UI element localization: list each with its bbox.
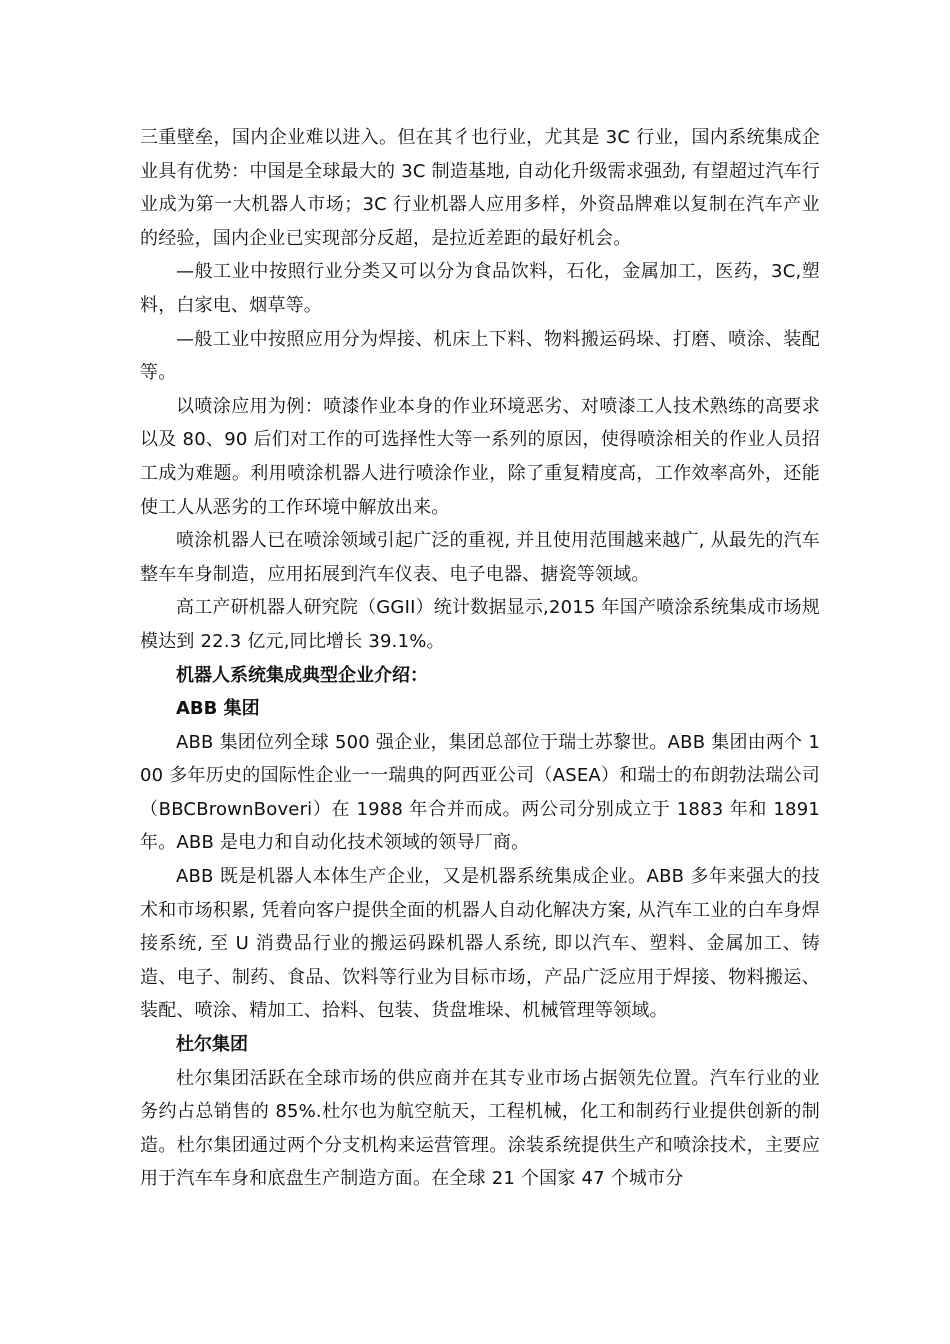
- abb-heading: ABB 集团: [176, 698, 260, 720]
- section-heading: 机器人系统集成典型企业介绍：: [176, 664, 428, 686]
- paragraph-spraying-robots: 喷涂机器人已在喷涂领域引起广泛的重视, 并且使用范围越来越广, 从最先的汽车整车车身制造，应用拓展到汽车仪表、电子电器、搪瓷等领域。: [140, 530, 820, 585]
- paragraph-ggii-statistics: 高工产研机器人研究院（GGII）统计数据显示,2015 年国产喷涂系统集成市场规模达到 22.3 亿元,同比增长 39.1%。: [140, 597, 820, 652]
- paragraph-3c-advantage: 三重壁垒，国内企业难以进入。但在其彳也行业，尤其是 3C 行业，国内系统集成企业具有优势：中国是全球最大的 3C 制造基地, 自动化升级需求强劲, 有望超过汽车行业成为第一大机器人市场；3C 行业机器人应用多样，外资品牌难以复制在汽车产业的经验，国内企业已实现部分反超，是拉近差距的最好机会。: [140, 127, 820, 249]
- paragraph-industry-categories: —般工业中按照行业分类又可以分为食品饮料，石化，金属加工，医药，3C,塑料，白家电、烟草等。: [140, 261, 820, 316]
- durr-heading: 杜尔集团: [176, 1034, 248, 1056]
- document-page: [140, 121, 820, 1196]
- paragraph-durr-intro: 杜尔集团活跃在全球市场的供应商并在其专业市场占据领先位置。汽车行业的业务约占总销售的 85%.杜尔也为航空航天，工程机械，化工和制药行业提供创新的制造。杜尔集团通过两个分支机构来运营管理。涂装系统提供生产和喷涂技术，主要应用于汽车车身和底盘生产制造方面。在全球 21 个国家 47 个城市分: [140, 1067, 820, 1190]
- paragraph-abb-business: ABB 既是机器人本体生产企业，又是机器系统集成企业。ABB 多年来强大的技术和市场积累, 凭着向客户提供全面的机器人自动化解决方案, 从汽车工业的白车身焊接系统, 至 U 消费品行业的搬运码跺机器人系统, 即以汽车、塑料、金属加工、铸造、电子、制药、食品、饮料等行业为目标市场，产品广泛应用于焊接、物料搬运、装配、喷涂、精加工、拾料、包装、货盘堆垛、机械管理等领域。: [140, 866, 820, 1022]
- paragraph-spraying-example: 以喷涂应用为例：喷漆作业本身的作业环境恶劣、对喷漆工人技术熟练的高要求以及 80、90 后们对工作的可选择性大等一系列的原因，使得喷涂相关的作业人员招工成为难题。利用喷涂机器人进行喷涂作业，除了重复精度高，工作效率高外，还能使工人从恶劣的工作环境中解放出来。: [140, 395, 820, 518]
- paragraph-abb-intro: ABB 集团位列全球 500 强企业，集团总部位于瑞士苏黎世。ABB 集团由两个 100 多年历史的国际性企业一一瑞典的阿西亚公司（ASEA）和瑞士的布朗勃法瑞公司（BBCBrownBoveri）在 1988 年合并而成。两公司分别成立于 1883 年和 1891 年。ABB 是电力和自动化技术领域的领导厂商。: [140, 731, 820, 854]
- paragraph-application-categories: —般工业中按照应用分为焊接、机床上下料、物料搬运码垛、打磨、喷涂、装配等。: [140, 328, 820, 384]
